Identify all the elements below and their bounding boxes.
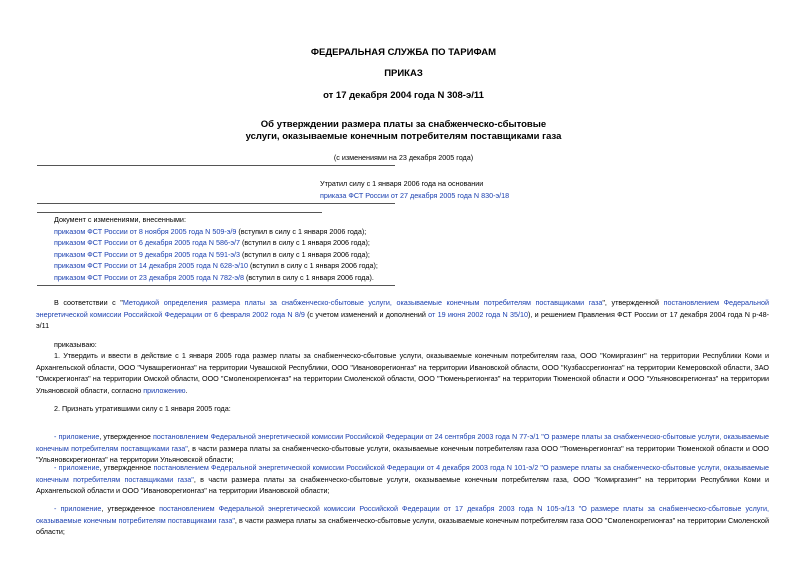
list-item [54,226,378,238]
amendments-intro: Документ с изменениями, внесенными: [54,215,186,224]
preamble-text: (с учетом изменений и дополнений [304,309,429,319]
amendment-note: (вступил в силу с 1 января 2006 года); [248,261,378,270]
amendment-note: (вступил в силу с 1 января 2006 года); [240,238,370,247]
amendment-link[interactable]: приказом ФСТ России от 9 декабря 2005 года N 591-э/3 [54,249,241,259]
preamble-text: ), и решением Правления ФСТ России от 17 декабря 2004 года N р-48-э/11 [36,309,769,331]
amendment-note: (вступил в силу с 1 января 2006 года). [244,272,374,282]
appendix-link[interactable]: приложению [143,385,186,395]
bullet-text: , утвержденное [99,432,153,441]
fek-resolution-link[interactable]: постановлением Федеральной энергетической комиссии Российской Федерации от 24 сентября 2003 года N 77-э/1 "О размере платы за снабженческо-сбытовые услуги, оказываемые конечным потребителям поставщиками газа" [36,432,769,453]
list-item [36,431,769,466]
list-item [54,237,378,249]
appendix-link[interactable]: - приложение [54,504,102,513]
bullet-text: , в части размера платы за снабженческо-сбытовые услуги, оказываемые конечным потребителям газа ООО "Тюменьрегионгаз" на территории Тюменской области и ООО "Ульяновскрегионгаз" на территории Ульяновской области; [36,443,769,465]
preamble-text: В соответствии с " [54,298,123,307]
expired-text: Утратил силу с 1 января 2006 года на основании [320,179,484,188]
divider [37,203,395,204]
amendments-list [54,214,378,283]
divider [37,165,395,166]
item-1-end: . [185,385,188,395]
list-item [54,260,378,272]
fek-resolution-link[interactable]: постановлением Федеральной энергетической комиссии Российской Федерации от 6 февраля 2002 года N 8/9 [36,298,769,319]
expired-link[interactable]: приказа ФСТ России от 27 декабря 2005 года N 830-э/18 [320,190,510,200]
doc-type: ПРИКАЗ [384,68,423,79]
divider [37,212,322,213]
list-item [54,272,378,284]
order-word: приказываю: [54,340,97,349]
amendment-link[interactable]: приказом ФСТ России от 8 ноября 2005 года N 509-э/9 [54,226,237,236]
amendment-note: (вступил в силу с 1 января 2006 года); [236,226,367,236]
preamble-paragraph [36,297,769,332]
list-item [54,249,378,261]
list-item [36,462,769,497]
item-1-text: 1. Утвердить и ввести в действие с 1 января 2005 года размер платы за снабженческо-сбытовые услуги, оказываемые конечным потребителям газа, ООО "Комиргазинг" на территории Республики Коми и Архангельской области, ООО "Чувашрегионгаз" на территории Чувашской Республики, ООО "Ивановорегионгаз" на территории Ивановской области, ООО "Кузбассрегионгаз" на территории Кемеровской области, ЗАО "Омскрегионгаз" на территории Омской области, ООО "Смоленскрегионгаз" на территории Смоленской области, ООО "Тюменьрегионгаз" на территории Тюменской области и ООО "Ульяновскрегионгаз" на территории Ульяновской области, согласно [36,351,769,395]
amended-note: (с изменениями на 23 декабря 2005 года) [333,153,474,162]
amendment-link[interactable]: приказом ФСТ России от 14 декабря 2005 года N 628-э/10 [54,261,249,270]
amendment-2002-link[interactable]: от 19 июня 2002 года N 35/10 [428,309,528,319]
agency-name: ФЕДЕРАЛЬНАЯ СЛУЖБА ПО ТАРИФАМ [310,47,497,58]
methodology-link[interactable]: Методикой определения размера платы за снабженческо-сбытовые услуги, оказываемые конечным потребителям поставщиками газа [122,298,603,307]
appendix-link[interactable]: - приложение [54,463,100,472]
expired-note [320,178,509,201]
fek-resolution-link[interactable]: постановлением Федеральной энергетической комиссии Российской Федерации от 17 декабря 2003 года N 105-э/13 "О размере платы за снабженческо-сбытовые услуги, оказываемые конечным потребителям поставщиками газа" [36,504,769,525]
appendix-link[interactable]: - приложение [54,432,100,441]
item-2-heading: 2. Признать утратившими силу с 1 января 2005 года: [54,404,231,413]
doc-date: от 17 декабря 2004 года N 308-э/11 [323,90,484,101]
bullet-text: , утвержденное [101,504,160,513]
doc-title-line2: услуги, оказываемые конечным потребителям поставщиками газа [245,131,562,142]
doc-title-line1: Об утверждении размера платы за снабженческо-сбытовые [260,119,547,130]
fek-resolution-link[interactable]: постановлением Федеральной энергетической комиссии Российской Федерации от 4 декабря 2003 года N 101-э/2 "О размере платы за снабженческо-сбытовые услуги, оказываемые конечным потребителям поставщиками газа" [36,463,769,484]
bullet-text: , в части размера платы за снабженческо-сбытовые услуги, оказываемые конечным потребителям газа ООО "Смоленскрегионгаз" на территории Смоленской области; [36,515,769,537]
amendment-link[interactable]: приказом ФСТ России от 23 декабря 2005 года N 782-э/8 [54,272,245,282]
bullet-text: , утвержденное [99,463,154,472]
item-1-paragraph [36,350,769,396]
divider [37,285,395,286]
preamble-text: ", утвержденной [602,298,664,307]
amendment-link[interactable]: приказом ФСТ России от 6 декабря 2005 года N 586-э/7 [54,238,241,247]
bullet-text: , в части размера платы за снабженческо-сбытовые услуги, оказываемые конечным потребителям газа, ООО "Комиргазинг" на территории Республики Коми и Архангельской области и ООО "Ивановорегионгаз" на территории Ивановской области; [36,474,769,496]
amendment-note: (вступил в силу с 1 января 2006 года); [240,249,370,259]
list-item [36,503,769,538]
